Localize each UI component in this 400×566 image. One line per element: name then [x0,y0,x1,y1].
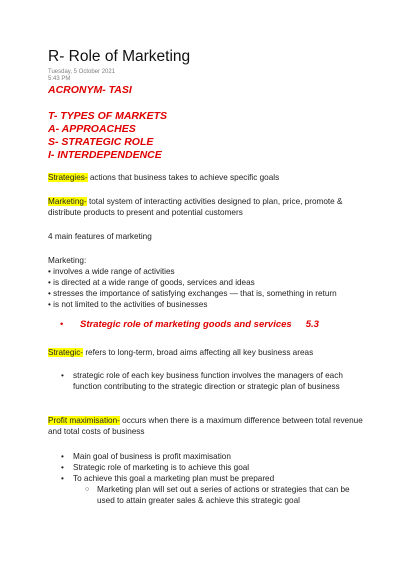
profit-definition [48,415,363,437]
goal-item [61,451,373,462]
note-time: 5:43 PM [48,76,71,82]
sub-goal-item [85,484,362,506]
bullet: • [61,474,64,483]
tasi-item-interdependence: I- INTERDEPENDENCE [48,149,162,161]
feature-item: • is directed at a wide range of goods, services and ideas [48,278,255,287]
tasi-item-strategic-role: S- STRATEGIC ROLE [48,136,154,148]
goal-text: Main goal of business is profit maximisation [73,452,231,461]
page-title: R- Role of Marketing [48,48,191,65]
tasi-item-types: T- TYPES OF MARKETS [48,110,168,122]
feature-item: • is not limited to the activities of businesses [48,300,208,309]
marketing-definition [48,196,368,218]
goal-item [61,462,373,473]
bullet: • [61,452,64,461]
note-date: Tuesday, 5 October 2021 [48,69,116,75]
strategic-bullet-text: strategic role of each key business function involves the managers of each function contributing to the strategic direction or strategic plan of business [73,371,343,391]
strategic-bullet [61,370,373,392]
marketing-term: Marketing- [48,197,87,206]
profit-text: occurs when there is a maximum difference between total revenue and total costs of business [48,416,363,436]
bullet: • [61,463,64,472]
marketing-text: total system of interacting activities designed to plan, price, promote & distribute products to present and potential customers [48,197,343,217]
section-number: 5.3 [305,319,319,330]
goal-item [61,473,373,484]
feature-item: • stresses the importance of satisfying exchanges — that is, something in return [48,289,337,298]
bullet: • [60,319,64,330]
hollow-bullet: ○ [85,486,90,493]
strategic-term: Strategic- [48,348,84,357]
feature-item: • involves a wide range of activities [48,267,175,276]
tasi-item-approaches: A- APPROACHES [48,123,136,135]
goal-text: To achieve this goal a marketing plan must be prepared [73,474,275,483]
acronym-heading: ACRONYM- TASI [48,84,132,96]
strategic-definition [48,347,368,358]
section-title: Strategic role of marketing goods and services [80,319,292,330]
strategies-definition [48,172,368,183]
bullet: • [61,371,64,380]
profit-term: Profit maximisation- [48,416,120,425]
features-heading: 4 main features of marketing [48,232,152,241]
strategic-text: refers to long-term, broad aims affecting all key business areas [83,348,314,357]
goal-text: Strategic role of marketing is to achieve this goal [73,463,250,472]
marketing-label: Marketing: [48,256,87,265]
strategies-text: actions that business takes to achieve specific goals [87,173,280,182]
strategies-term: Strategies- [48,173,88,182]
section-heading [60,319,319,330]
sub-goal-text: Marketing plan will set out a series of actions or strategies that can be used to attain greater sales & achieve this strategic goal [97,485,350,505]
